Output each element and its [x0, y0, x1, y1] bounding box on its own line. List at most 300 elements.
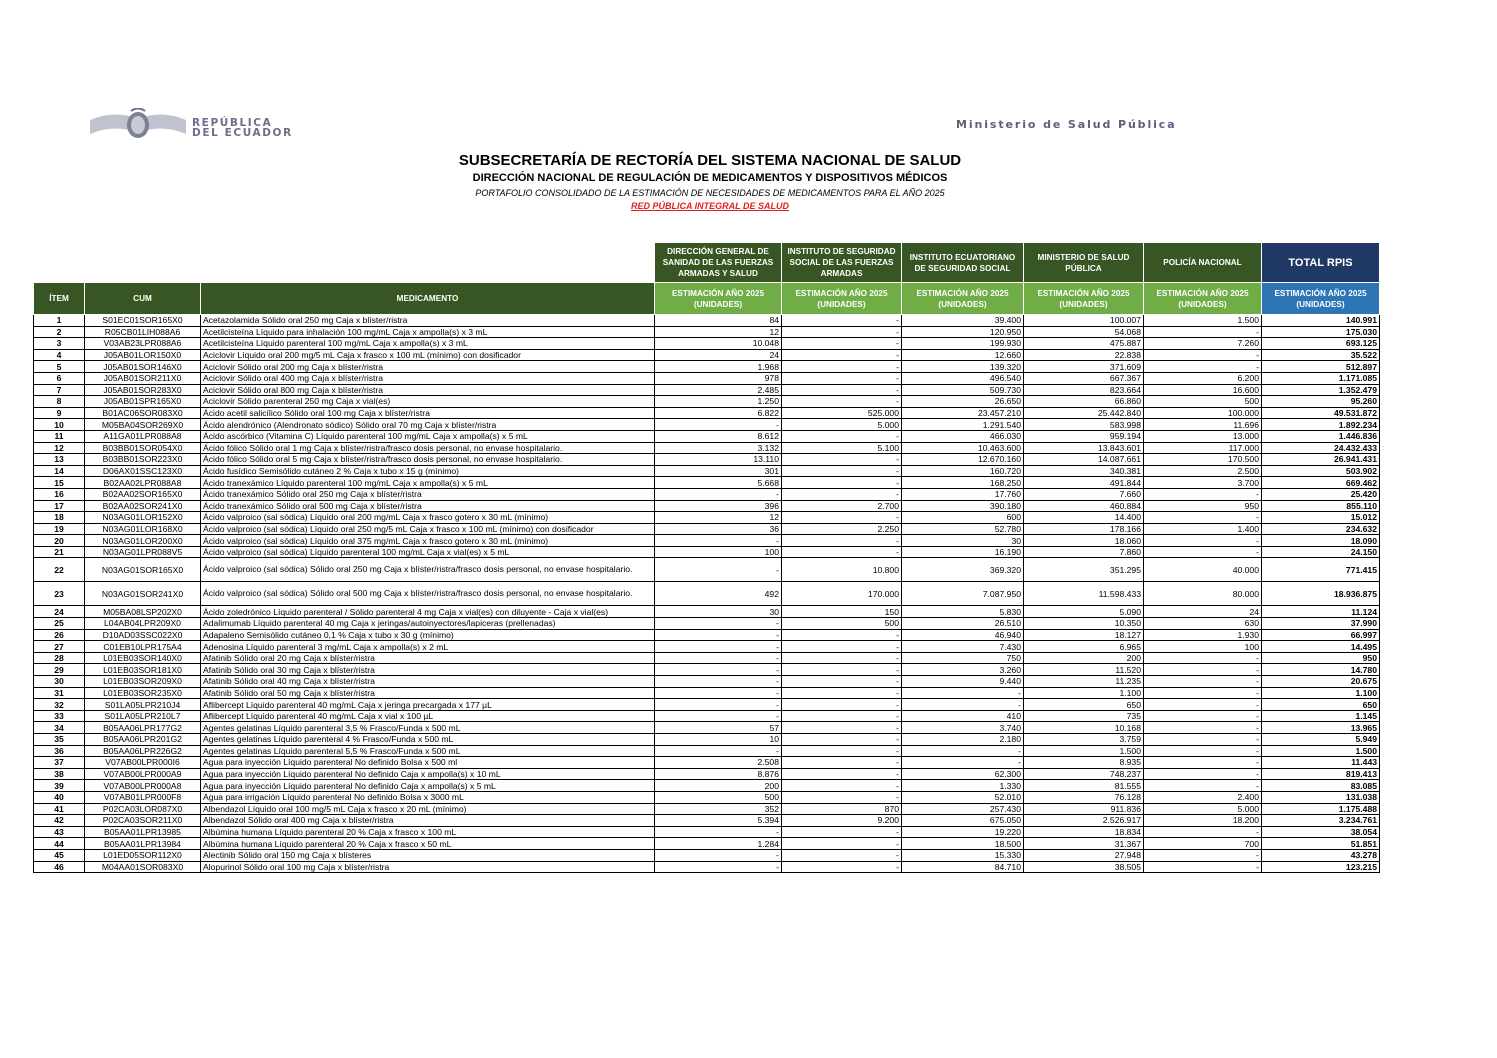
- group-header-total: TOTAL RPIS: [1262, 243, 1380, 283]
- msp-cell: 1.100: [1024, 687, 1144, 699]
- cum-cell: B03BB01SOR054X0: [85, 442, 201, 454]
- isspol-cell: -: [782, 722, 902, 734]
- msp-cell: 13.843.601: [1024, 442, 1144, 454]
- total-cell: 83.085: [1262, 780, 1380, 792]
- item-cell: 12: [34, 442, 85, 454]
- isspol-cell: -: [782, 687, 902, 699]
- group-header-msp: MINISTERIO DE SALUD PÚBLICA: [1024, 243, 1144, 283]
- ministry-name: Ministerio de Salud Pública: [956, 118, 1177, 131]
- table-row: [34, 407, 1380, 419]
- medicine-cell: Agua para irrigación Líquido parenteral No definido Bolsa x 3000 mL: [201, 791, 655, 803]
- item-cell: 42: [34, 815, 85, 827]
- medicine-cell: Ácido valproico (sal sódica) Líquido oral 200 mg/mL Caja x frasco gotero x 30 mL (mínimo): [201, 512, 655, 524]
- isspol-cell: -: [782, 326, 902, 338]
- iess-cell: 369.320: [902, 558, 1024, 582]
- isspol-cell: -: [782, 361, 902, 373]
- table-row: [34, 430, 1380, 442]
- msp-cell: 735: [1024, 710, 1144, 722]
- item-cell: 37: [34, 757, 85, 769]
- msp-cell: 25.442.840: [1024, 407, 1144, 419]
- issfa-cell: 301: [655, 465, 782, 477]
- pn-cell: -: [1144, 687, 1262, 699]
- republic-logo: [88, 108, 328, 142]
- item-cell: 26: [34, 629, 85, 641]
- isspol-cell: -: [782, 477, 902, 489]
- pn-cell: -: [1144, 326, 1262, 338]
- isspol-cell: 870: [782, 803, 902, 815]
- iess-cell: 84.710: [902, 861, 1024, 873]
- cum-cell: V07AB00LPR000I6: [85, 757, 201, 769]
- medicine-cell: Ácido valproico (sal sódica) Sólido oral 250 mg Caja x blíster/ristra/frasco dosis personal, no envase hospitalario.: [201, 558, 655, 582]
- pn-cell: -: [1144, 780, 1262, 792]
- issfa-cell: -: [655, 664, 782, 676]
- msp-cell: 11.598.433: [1024, 582, 1144, 606]
- item-cell: 7: [34, 384, 85, 396]
- pn-cell: -: [1144, 546, 1262, 558]
- isspol-cell: -: [782, 849, 902, 861]
- msp-cell: 340.381: [1024, 465, 1144, 477]
- medicine-cell: Albúmina humana Líquido parenteral 20 % Caja x frasco x 50 mL: [201, 838, 655, 850]
- cum-cell: J05AB01SPR165X0: [85, 396, 201, 408]
- portfolio-caption: PORTAFOLIO CONSOLIDADO DE LA ESTIMACIÓN DE NECESIDADES DE MEDICAMENTOS PARA EL AÑO 2025: [475, 188, 945, 198]
- msp-cell: 66.860: [1024, 396, 1144, 408]
- total-cell: 43.278: [1262, 849, 1380, 861]
- item-cell: 31: [34, 687, 85, 699]
- total-cell: 650: [1262, 699, 1380, 711]
- issfa-cell: 500: [655, 791, 782, 803]
- total-cell: 3.234.761: [1262, 815, 1380, 827]
- total-cell: 855.110: [1262, 500, 1380, 512]
- medicine-cell: Ácido tranexámico Líquido parenteral 100 mg/mL Caja x ampolla(s) x 5 mL: [201, 477, 655, 489]
- column-header-cum: CUM: [85, 283, 201, 315]
- cum-cell: J05AB01SOR283X0: [85, 384, 201, 396]
- table-row: [34, 826, 1380, 838]
- total-cell: 819.413: [1262, 768, 1380, 780]
- msp-cell: 76.128: [1024, 791, 1144, 803]
- isspol-cell: -: [782, 396, 902, 408]
- pn-cell: -: [1144, 699, 1262, 711]
- total-cell: 14.780: [1262, 664, 1380, 676]
- total-cell: 669.462: [1262, 477, 1380, 489]
- table-row: [34, 838, 1380, 850]
- pn-cell: 700: [1144, 838, 1262, 850]
- cum-cell: N03AG01SOR165X0: [85, 558, 201, 582]
- total-cell: 1.352.479: [1262, 384, 1380, 396]
- cum-cell: N03AG01LOR200X0: [85, 535, 201, 547]
- cum-cell: B02AA02SOR165X0: [85, 488, 201, 500]
- issfa-cell: -: [655, 710, 782, 722]
- isspol-cell: -: [782, 710, 902, 722]
- cum-cell: N03AG01LOR168X0: [85, 523, 201, 535]
- table-row: [34, 465, 1380, 477]
- medicine-cell: Aciclovir Sólido oral 200 mg Caja x blíster/ristra: [201, 361, 655, 373]
- cum-cell: V07AB00LPR000A8: [85, 780, 201, 792]
- iess-cell: 26.650: [902, 396, 1024, 408]
- item-cell: 41: [34, 803, 85, 815]
- isspol-cell: -: [782, 512, 902, 524]
- issfa-cell: -: [655, 676, 782, 688]
- isspol-cell: -: [782, 465, 902, 477]
- msp-cell: 14.400: [1024, 512, 1144, 524]
- iess-cell: -: [902, 757, 1024, 769]
- pn-cell: 6.200: [1144, 372, 1262, 384]
- medicine-cell: Ácido valproico (sal sódica) Líquido oral 375 mg/mL Caja x frasco gotero x 30 mL (mínimo): [201, 535, 655, 547]
- total-cell: 771.415: [1262, 558, 1380, 582]
- cum-cell: B01AC06SOR083X0: [85, 407, 201, 419]
- msp-cell: 3.759: [1024, 734, 1144, 746]
- total-cell: 11.443: [1262, 757, 1380, 769]
- medicine-cell: Ácido fólico Sólido oral 5 mg Caja x blíster/ristra/frasco dosis personal, no envase hospitalario.: [201, 454, 655, 466]
- pn-cell: -: [1144, 710, 1262, 722]
- issfa-cell: 1.284: [655, 838, 782, 850]
- pn-cell: 18.200: [1144, 815, 1262, 827]
- column-header-item: ÍTEM: [34, 283, 85, 315]
- issfa-cell: 1.968: [655, 361, 782, 373]
- pn-cell: 117.000: [1144, 442, 1262, 454]
- pn-cell: 2.400: [1144, 791, 1262, 803]
- iess-cell: 12.670.160: [902, 454, 1024, 466]
- item-cell: 20: [34, 535, 85, 547]
- issfa-cell: -: [655, 687, 782, 699]
- isspol-cell: -: [782, 641, 902, 653]
- item-cell: 35: [34, 734, 85, 746]
- medicine-cell: Ácido tranexámico Sólido oral 500 mg Caja x blíster/ristra: [201, 500, 655, 512]
- isspol-cell: -: [782, 780, 902, 792]
- item-cell: 33: [34, 710, 85, 722]
- pn-cell: -: [1144, 826, 1262, 838]
- issfa-cell: 352: [655, 803, 782, 815]
- item-cell: 24: [34, 606, 85, 618]
- total-cell: 49.531.872: [1262, 407, 1380, 419]
- medicine-cell: Alopurinol Sólido oral 100 mg Caja x blíster/ristra: [201, 861, 655, 873]
- isspol-cell: -: [782, 676, 902, 688]
- issfa-cell: 10.048: [655, 338, 782, 350]
- cum-cell: M05BA08LSP202X0: [85, 606, 201, 618]
- issfa-cell: -: [655, 652, 782, 664]
- pn-cell: -: [1144, 849, 1262, 861]
- medicine-cell: Aciclovir Sólido oral 400 mg Caja x blíster/ristra: [201, 372, 655, 384]
- pn-cell: -: [1144, 676, 1262, 688]
- medicine-cell: Aciclovir Líquido oral 200 mg/5 mL Caja x frasco x 100 mL (mínimo) con dosificador: [201, 349, 655, 361]
- msp-cell: 54.068: [1024, 326, 1144, 338]
- table-row: [34, 454, 1380, 466]
- isspol-cell: -: [782, 384, 902, 396]
- msp-cell: 7.860: [1024, 546, 1144, 558]
- msp-cell: 38.505: [1024, 861, 1144, 873]
- cum-cell: B05AA06LPR201G2: [85, 734, 201, 746]
- cum-cell: D06AX01SSC123X0: [85, 465, 201, 477]
- medicine-cell: Afatinib Sólido oral 30 mg Caja x blíster/ristra: [201, 664, 655, 676]
- issfa-cell: 13.110: [655, 454, 782, 466]
- iess-cell: 9.440: [902, 676, 1024, 688]
- isspol-cell: 525.000: [782, 407, 902, 419]
- group-header-issfa: DIRECCIÓN GENERAL DE SANIDAD DE LAS FUERZAS ARMADAS Y SALUD: [655, 243, 782, 283]
- isspol-cell: -: [782, 826, 902, 838]
- cum-cell: P02CA03SOR211X0: [85, 815, 201, 827]
- item-cell: 15: [34, 477, 85, 489]
- medicine-cell: Aflibercept Líquido parenteral 40 mg/mL Caja x vial x 100 µL: [201, 710, 655, 722]
- cum-cell: B03BB01SOR223X0: [85, 454, 201, 466]
- pn-cell: 3.700: [1144, 477, 1262, 489]
- column-header-estimation: ESTIMACIÓN AÑO 2025 (UNIDADES): [1144, 283, 1262, 315]
- medicine-cell: Acetilcisteína Líquido parenteral 100 mg/mL Caja x ampolla(s) x 3 mL: [201, 338, 655, 350]
- total-cell: 234.632: [1262, 523, 1380, 535]
- iess-cell: -: [902, 699, 1024, 711]
- issfa-cell: 8.612: [655, 430, 782, 442]
- cum-cell: A11GA01LPR088A8: [85, 430, 201, 442]
- total-cell: 18.936.875: [1262, 582, 1380, 606]
- item-cell: 25: [34, 618, 85, 630]
- total-cell: 131.038: [1262, 791, 1380, 803]
- medicine-cell: Ácido alendrónico (Alendronato sódico) Sólido oral 70 mg Caja x blíster/ristra: [201, 419, 655, 431]
- msp-cell: 351.295: [1024, 558, 1144, 582]
- logo-text-line2: DEL ECUADOR: [192, 127, 293, 139]
- issfa-cell: -: [655, 618, 782, 630]
- msp-cell: 1.500: [1024, 745, 1144, 757]
- pn-cell: 170.500: [1144, 454, 1262, 466]
- medicine-cell: Aciclovir Sólido parenteral 250 mg Caja x vial(es): [201, 396, 655, 408]
- table-row: [34, 372, 1380, 384]
- total-cell: 37.990: [1262, 618, 1380, 630]
- iess-cell: 675.050: [902, 815, 1024, 827]
- item-cell: 14: [34, 465, 85, 477]
- pn-cell: -: [1144, 512, 1262, 524]
- item-cell: 6: [34, 372, 85, 384]
- medicine-cell: Ácido fusídico Semisólido cutáneo 2 % Caja x tubo x 15 g (mínimo): [201, 465, 655, 477]
- pn-cell: -: [1144, 361, 1262, 373]
- msp-cell: 460.884: [1024, 500, 1144, 512]
- table-row: [34, 861, 1380, 873]
- total-cell: 35.522: [1262, 349, 1380, 361]
- item-cell: 29: [34, 664, 85, 676]
- iess-cell: 12.660: [902, 349, 1024, 361]
- medicine-cell: Ácido ascórbico (Vitamina C) Líquido parenteral 100 mg/mL Caja x ampolla(s) x 5 mL: [201, 430, 655, 442]
- column-header-estimation: ESTIMACIÓN AÑO 2025 (UNIDADES): [902, 283, 1024, 315]
- issfa-cell: -: [655, 826, 782, 838]
- iess-cell: 30: [902, 535, 1024, 547]
- item-cell: 2: [34, 326, 85, 338]
- cum-cell: V03AB23LPR088A6: [85, 338, 201, 350]
- cum-cell: C01EB10LPR175A4: [85, 641, 201, 653]
- item-cell: 36: [34, 745, 85, 757]
- isspol-cell: 5.000: [782, 419, 902, 431]
- pn-cell: 2.500: [1144, 465, 1262, 477]
- iess-cell: 496.540: [902, 372, 1024, 384]
- item-cell: 30: [34, 676, 85, 688]
- isspol-cell: -: [782, 745, 902, 757]
- iess-cell: 390.180: [902, 500, 1024, 512]
- issfa-cell: -: [655, 535, 782, 547]
- table-row: [34, 349, 1380, 361]
- total-cell: 51.851: [1262, 838, 1380, 850]
- total-cell: 1.100: [1262, 687, 1380, 699]
- table-row: [34, 710, 1380, 722]
- issfa-cell: -: [655, 641, 782, 653]
- item-cell: 39: [34, 780, 85, 792]
- total-cell: 26.941.431: [1262, 454, 1380, 466]
- pn-cell: 40.000: [1144, 558, 1262, 582]
- msp-cell: 81.555: [1024, 780, 1144, 792]
- medicine-cell: Aflibercept Líquido parenteral 40 mg/mL Caja x jeringa precargada x 177 µL: [201, 699, 655, 711]
- iess-cell: 10.463.600: [902, 442, 1024, 454]
- page-subtitle: DIRECCIÓN NACIONAL DE REGULACIÓN DE MEDICAMENTOS Y DISPOSITIVOS MÉDICOS: [472, 172, 948, 184]
- table-row: [34, 780, 1380, 792]
- table-row: [34, 768, 1380, 780]
- msp-cell: 6.965: [1024, 641, 1144, 653]
- medicine-cell: Acetazolamida Sólido oral 250 mg Caja x blíster/ristra: [201, 315, 655, 327]
- pn-cell: 500: [1144, 396, 1262, 408]
- msp-cell: 475.887: [1024, 338, 1144, 350]
- issfa-cell: 2.508: [655, 757, 782, 769]
- item-cell: 27: [34, 641, 85, 653]
- iess-cell: 199.930: [902, 338, 1024, 350]
- iess-cell: 26.510: [902, 618, 1024, 630]
- medicine-cell: Ácido acetil salicílico Sólido oral 100 mg Caja x blíster/ristra: [201, 407, 655, 419]
- item-cell: 13: [34, 454, 85, 466]
- pn-cell: -: [1144, 664, 1262, 676]
- pn-cell: -: [1144, 722, 1262, 734]
- medicine-cell: Alectinib Sólido oral 150 mg Caja x blísteres: [201, 849, 655, 861]
- iess-cell: 5.830: [902, 606, 1024, 618]
- iess-cell: 410: [902, 710, 1024, 722]
- msp-cell: 8.935: [1024, 757, 1144, 769]
- medicine-cell: Afatinib Sólido oral 50 mg Caja x blíster/ristra: [201, 687, 655, 699]
- cum-cell: B05AA01LPR13985: [85, 826, 201, 838]
- table-row: [34, 803, 1380, 815]
- medicine-cell: Ácido tranexámico Sólido oral 250 mg Caja x blíster/ristra: [201, 488, 655, 500]
- table-row: [34, 546, 1380, 558]
- total-cell: 24.150: [1262, 546, 1380, 558]
- msp-cell: 200: [1024, 652, 1144, 664]
- iess-cell: -: [902, 745, 1024, 757]
- total-cell: 1.171.085: [1262, 372, 1380, 384]
- pn-cell: 11.696: [1144, 419, 1262, 431]
- isspol-cell: -: [782, 861, 902, 873]
- pn-cell: -: [1144, 349, 1262, 361]
- medicine-cell: Ácido valproico (sal sódica) Líquido parenteral 100 mg/mL Caja x vial(es) x 5 mL: [201, 546, 655, 558]
- medicine-cell: Afatinib Sólido oral 20 mg Caja x blíster/ristra: [201, 652, 655, 664]
- medicine-cell: Aciclovir Sólido oral 800 mg Caja x blíster/ristra: [201, 384, 655, 396]
- iess-cell: 62.300: [902, 768, 1024, 780]
- iess-cell: 600: [902, 512, 1024, 524]
- msp-cell: 178.166: [1024, 523, 1144, 535]
- iess-cell: 466.030: [902, 430, 1024, 442]
- table-row: [34, 326, 1380, 338]
- medicine-cell: Agua para inyección Líquido parenteral No definido Caja x ampolla(s) x 5 mL: [201, 780, 655, 792]
- cum-cell: L01ED05SOR112X0: [85, 849, 201, 861]
- issfa-cell: 84: [655, 315, 782, 327]
- cum-cell: S01LA05LPR210L7: [85, 710, 201, 722]
- iess-cell: 23.457.210: [902, 407, 1024, 419]
- iess-cell: 168.250: [902, 477, 1024, 489]
- pn-cell: -: [1144, 652, 1262, 664]
- table-row: [34, 419, 1380, 431]
- iess-cell: 7.430: [902, 641, 1024, 653]
- issfa-cell: 200: [655, 780, 782, 792]
- total-cell: 1.175.488: [1262, 803, 1380, 815]
- cum-cell: B02AA02LPR088A8: [85, 477, 201, 489]
- table-row: [34, 338, 1380, 350]
- table-row: [34, 477, 1380, 489]
- cum-cell: V07AB00LPR000A9: [85, 768, 201, 780]
- cum-cell: V07AB01LPR000F8: [85, 791, 201, 803]
- msp-cell: 2.526.917: [1024, 815, 1144, 827]
- medicines-table: [33, 242, 1380, 873]
- iess-cell: 19.220: [902, 826, 1024, 838]
- total-cell: 140.991: [1262, 315, 1380, 327]
- isspol-cell: 2.250: [782, 523, 902, 535]
- msp-cell: 491.844: [1024, 477, 1144, 489]
- iess-cell: 18.500: [902, 838, 1024, 850]
- issfa-cell: 24: [655, 349, 782, 361]
- msp-cell: 100.007: [1024, 315, 1144, 327]
- iess-cell: 3.260: [902, 664, 1024, 676]
- column-header-estimation: ESTIMACIÓN AÑO 2025 (UNIDADES): [1024, 283, 1144, 315]
- medicine-cell: Afatinib Sólido oral 40 mg Caja x blíster/ristra: [201, 676, 655, 688]
- msp-cell: 823.664: [1024, 384, 1144, 396]
- medicine-cell: Adapaleno Semisólido cutáneo 0,1 % Caja x tubo x 30 g (mínimo): [201, 629, 655, 641]
- issfa-cell: -: [655, 745, 782, 757]
- item-cell: 22: [34, 558, 85, 582]
- total-cell: 1.145: [1262, 710, 1380, 722]
- item-cell: 28: [34, 652, 85, 664]
- iess-cell: 46.940: [902, 629, 1024, 641]
- cum-cell: M04AA01SOR083X0: [85, 861, 201, 873]
- iess-cell: 2.180: [902, 734, 1024, 746]
- table-row: [34, 606, 1380, 618]
- isspol-cell: -: [782, 699, 902, 711]
- medicine-cell: Agentes gelatinas Líquido parenteral 5,5 % Frasco/Funda x 500 mL: [201, 745, 655, 757]
- page-title: SUBSECRETARÍA DE RECTORÍA DEL SISTEMA NACIONAL DE SALUD: [458, 152, 962, 169]
- isspol-cell: 150: [782, 606, 902, 618]
- issfa-cell: 1.250: [655, 396, 782, 408]
- pn-cell: -: [1144, 861, 1262, 873]
- cum-cell: L01EB03SOR209X0: [85, 676, 201, 688]
- cum-cell: J05AB01LOR150X0: [85, 349, 201, 361]
- table-row: [34, 500, 1380, 512]
- item-cell: 19: [34, 523, 85, 535]
- item-cell: 17: [34, 500, 85, 512]
- medicine-cell: Albendazol Sólido oral 400 mg Caja x blíster/ristra: [201, 815, 655, 827]
- msp-cell: 371.609: [1024, 361, 1144, 373]
- iess-cell: 1.330: [902, 780, 1024, 792]
- total-cell: 1.892.234: [1262, 419, 1380, 431]
- pn-cell: 950: [1144, 500, 1262, 512]
- cum-cell: J05AB01SOR146X0: [85, 361, 201, 373]
- cum-cell: N03AG01LOR152X0: [85, 512, 201, 524]
- msp-cell: 5.090: [1024, 606, 1144, 618]
- total-cell: 13.965: [1262, 722, 1380, 734]
- iess-cell: 160.720: [902, 465, 1024, 477]
- issfa-cell: -: [655, 488, 782, 500]
- isspol-cell: -: [782, 757, 902, 769]
- item-cell: 8: [34, 396, 85, 408]
- isspol-cell: -: [782, 430, 902, 442]
- total-cell: 11.124: [1262, 606, 1380, 618]
- cum-cell: L04AB04LPR209X0: [85, 618, 201, 630]
- table-row: [34, 315, 1380, 327]
- item-cell: 18: [34, 512, 85, 524]
- medicine-cell: Adalimumab Líquido parenteral 40 mg Caja x jeringas/autoinyectores/lapiceras (prellenadas): [201, 618, 655, 630]
- msp-cell: 748.237: [1024, 768, 1144, 780]
- msp-cell: 18.060: [1024, 535, 1144, 547]
- cum-cell: S01LA05LPR210J4: [85, 699, 201, 711]
- table-row: [34, 722, 1380, 734]
- table-row: [34, 523, 1380, 535]
- cum-cell: L01EB03SOR140X0: [85, 652, 201, 664]
- msp-cell: 22.838: [1024, 349, 1144, 361]
- iess-cell: 750: [902, 652, 1024, 664]
